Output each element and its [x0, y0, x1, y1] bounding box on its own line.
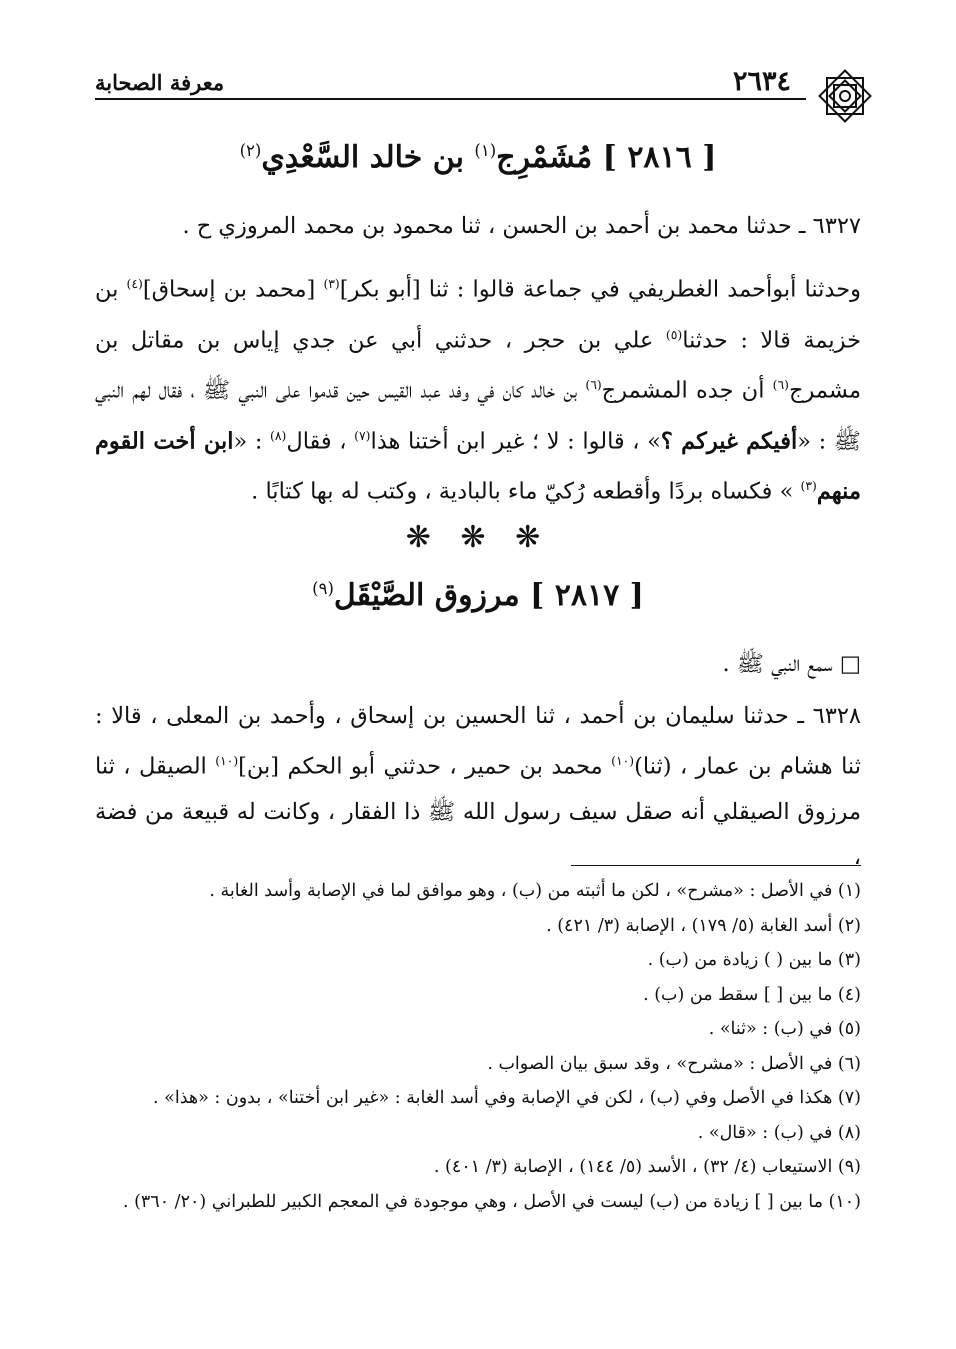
heading-text: [ ٢٨١٧ ] مرزوق الصَّيْقَل — [333, 578, 644, 613]
footnote-ref: (٧) — [354, 428, 371, 443]
text-run: أن جده المشمرج — [601, 377, 773, 404]
footnote-rule — [571, 865, 861, 866]
footnote-ref: (٣) — [323, 277, 340, 291]
text-run: [محمد بن إسحاق] — [142, 276, 324, 303]
text-run: ٦٣٢٨ ـ حدثنا سليمان بن أحمد ، ثنا الحسين بن إسحاق ، وأحمد بن المعلى ، قالا : ثنا هشام بن عمار ، (ثنا) — [95, 703, 861, 780]
running-title: معرفة الصحابة — [95, 70, 225, 95]
footnote: (٨) في (ب) : «قال» . — [697, 1122, 861, 1143]
footnote-ref: (٩) — [312, 579, 334, 598]
footnote-ref: (٦) — [772, 378, 789, 392]
paragraph-heard: □ سمع النبي ﷺ . — [722, 651, 861, 677]
footnote-ref: (٨) — [270, 428, 287, 443]
text-run: علي بن حجر ، حدثني أبي عن جدي إياس بن مقاتل بن مشمرج — [95, 327, 862, 404]
octagonal-star-ornament-icon — [817, 68, 873, 124]
hadith-quote: أفيكم غيركم ؟ — [660, 428, 798, 454]
heading-text: [ ٢٨١٦ ] مُشَمْرِج — [496, 140, 717, 175]
footnote-ref: (٤) — [126, 277, 143, 291]
text-run: الصيقل ، ثنا مرزوق الصيقلي أنه صقل سيف رسول الله ﷺ ذا الفقار ، وكانت له قبيعة من فضة ، — [95, 753, 861, 870]
text-run: » فكساه بردًا وأقطعه رُكيّ ماء بالبادية ، وكتب له بها كتابًا . — [251, 478, 801, 505]
paragraph-isnad — [95, 262, 861, 515]
page-number: ٢٦٣٤ — [732, 66, 791, 97]
footnote: (٥) في (ب) : «ثنا» . — [708, 1019, 861, 1039]
heading-text: بن خالد السَّعْدِي — [261, 140, 475, 175]
paragraph-6327: ٦٣٢٧ ـ حدثنا محمد بن أحمد بن الحسن ، ثنا محمود بن محمد المروزي ح . — [182, 213, 861, 239]
footnote: (٧) هكذا في الأصل وفي (ب) ، لكن في الإصابة وفي أسد الغابة : «غير ابن أختنا» ، بدون : «هذا» . — [153, 1088, 861, 1108]
hadith-quote: ابن أخت القوم منهم — [95, 428, 861, 505]
footnote: (٣) ما بين ( ) زيادة من (ب) . — [647, 950, 861, 970]
footnote-ref: (١) — [474, 141, 497, 160]
text-run: : « — [233, 428, 271, 454]
section-separator: ❋ ❋ ❋ — [405, 520, 551, 555]
footnote: (٩) الاستيعاب (٤/ ٣٢) ، الأسد (٥/ ١٤٤) ، الإصابة (٣/ ٤٠١) . — [433, 1157, 861, 1177]
footnote-ref: (٥) — [665, 327, 683, 342]
paragraph-6328 — [95, 694, 861, 880]
footnote: (١٠) ما بين [ ] زيادة من (ب) ليست في الأصل ، وهي موجودة في المعجم الكبير للطبراني (٢٠/ ٣٦٠) . — [122, 1191, 861, 1212]
footnote-ref: (٢) — [239, 141, 262, 160]
text-run: بن خالد كان في وفد عبد القيس حين قدموا على النبي ﷺ ، فقال لهم النبي ﷺ : « — [95, 377, 861, 454]
text-run: ، فقال — [286, 428, 355, 454]
footnote: (٢) أسد الغابة (٥/ ١٧٩) ، الإصابة (٣/ ٤٢١) . — [546, 915, 861, 936]
text-run: محمد بن حمير ، حدثني أبو الحكم [بن] — [238, 753, 612, 780]
footnote: (٦) في الأصل : «مشرح» ، وقد سبق بيان الصواب . — [487, 1053, 861, 1074]
text-run: وحدثنا أبوأحمد الغطريفي في جماعة قالوا : ثنا [أبو بكر] — [339, 276, 861, 303]
entry-heading-2816 — [95, 140, 861, 175]
footnote: (٤) ما بين [ ] سقط من (ب) . — [643, 984, 861, 1005]
footnote: (١) في الأصل : «مشرح» ، لكن ما أثبته من (ب) ، وهو موافق لما في الإصابة وأسد الغابة . — [209, 881, 861, 901]
footnote-ref: (٦) — [585, 378, 602, 392]
text-run: » ، قالوا : لا ؛ غير ابن أختنا هذا — [370, 428, 661, 454]
entry-heading-2817 — [95, 578, 861, 613]
header-rule — [95, 98, 806, 100]
footnote-ref: (١٠) — [611, 754, 635, 768]
text-run: بن خزيمة قالا : حدثنا — [95, 276, 861, 353]
footnote-ref: (٣) — [800, 479, 817, 493]
footnotes — [95, 874, 861, 1219]
footnote-ref: (١٠) — [215, 754, 239, 768]
